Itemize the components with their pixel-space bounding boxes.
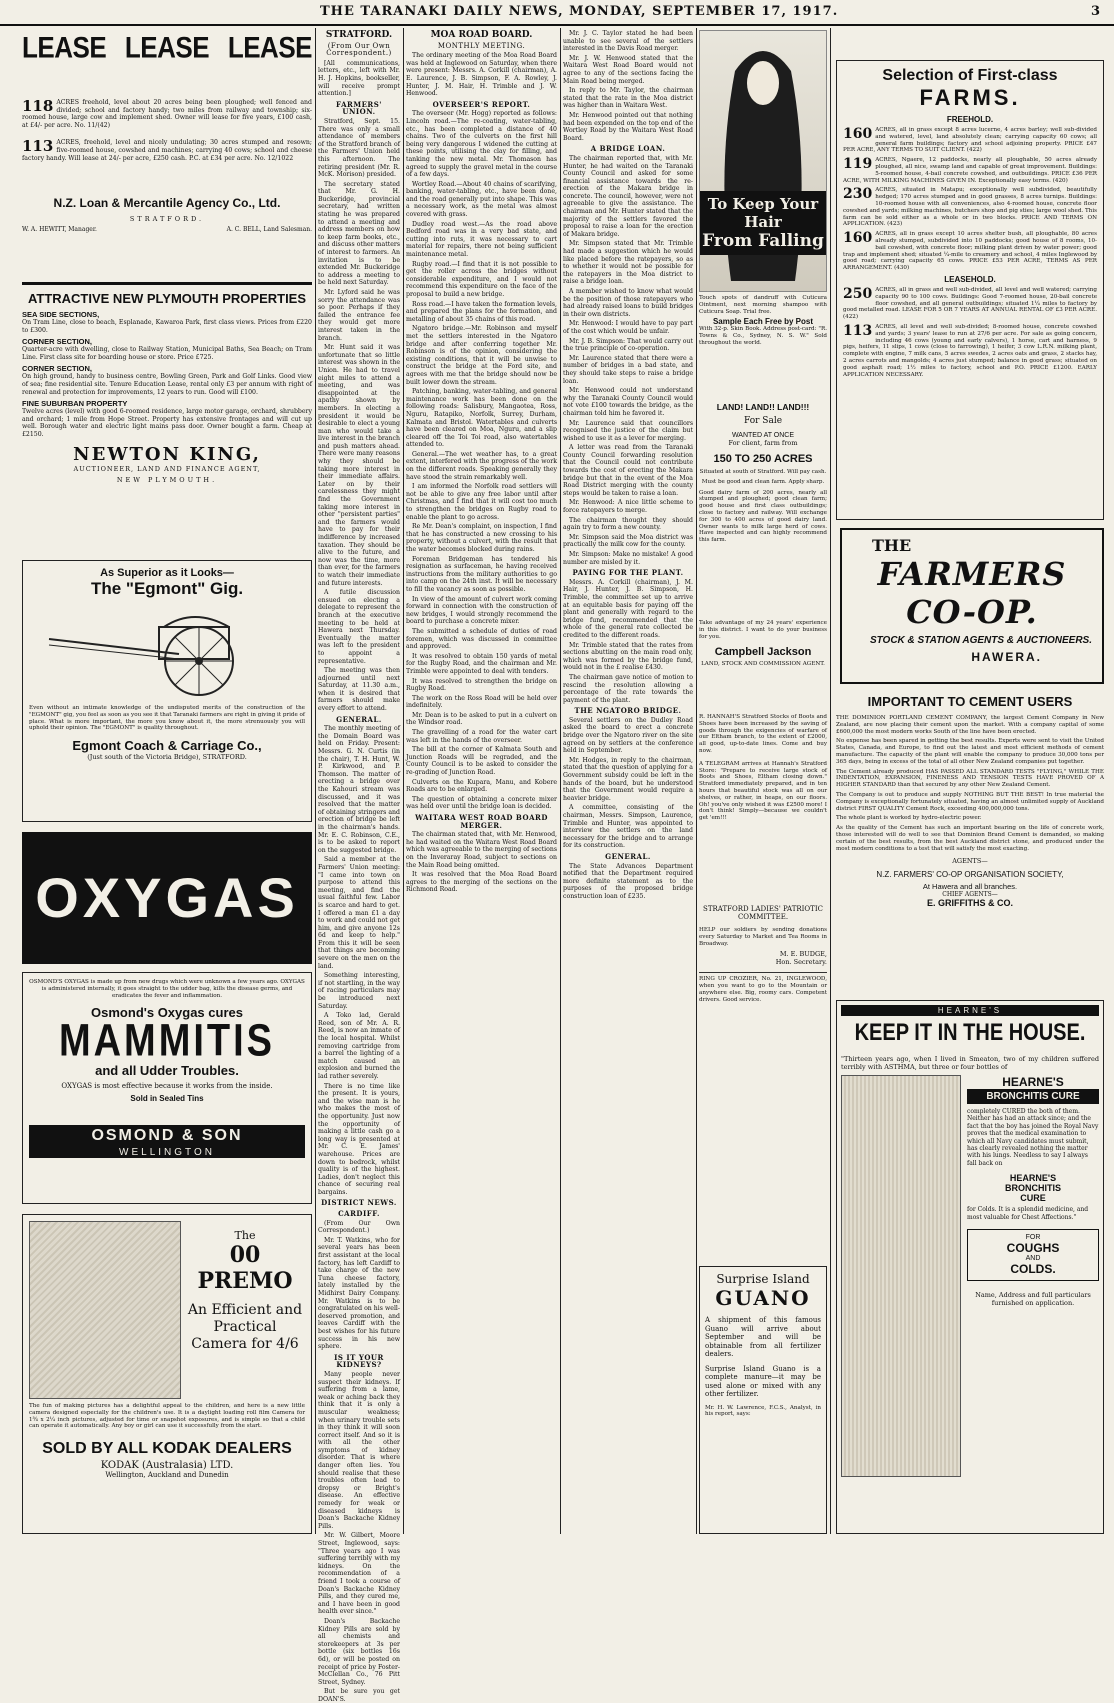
article-paragraph: Mr. W. Gilbert, Moore Street, Inglewood, says: "Three years ago I was suffering terribly with my kidneys. On the recommendation of a friend I took a course of Doan's Backache Kidney Pills, and they cured me, and I have been in good health ever since." — [318, 1532, 400, 1616]
article-paragraph: Ngatoro bridge.—Mr. Robinson and myself met the settlers interested in the Ngatoro bridge and after conferring together Mr. Robinson is of the opinion, considering the existing conditions, that it will be unwise to construct the bridge at the Ford site, and agrees with me that the bridge should now be built lower down the stream. — [406, 325, 557, 386]
hearne-bc-3: CURE — [1020, 1193, 1046, 1204]
lease-item — [22, 99, 312, 129]
article-paragraph: A committee, consisting of the chairman, Messrs. Simpson, Laurence, Trimble and Hunter, was appointed to interview the settlers on the land necessary for the bridge and to arrange for its construction. — [563, 804, 693, 850]
lease-item-text: ACRES freehold, level about 20 acres being been ploughed; well fenced and divided; school and factory handy; two miles from railway and township; six-roomed house, large cow and implement shed. Owner will lease for five years, £100 cash, at £4/- per acre. No. 11/(42) — [22, 99, 312, 129]
farm-acres-number: 119 — [843, 156, 873, 173]
property-section — [22, 310, 312, 334]
land-situation: Situated at south of Stratford. Will pay cash. — [699, 469, 827, 475]
article-paragraph: It was resolved that the Moa Road Board agrees to the merging of the sections on the Richmond Road. — [406, 871, 557, 894]
column-rule — [403, 28, 404, 1534]
property-section — [22, 364, 312, 396]
article-paragraph: Patching, banking, water-tabling, and general maintenance work has been done on the following roads: Salisbury, Mangaotea, Ross, Nguru, Ratapiko, Norfolk, Surrey, Durham, Kalmata and Bristol. Watertables and culverts have been cleared on Moa, Nguru, and a slip cleared off the Toi Toi road, also watertables attended to. — [406, 388, 557, 449]
article-paragraph: [All communications, letters, etc., left with Mr. H. J. Hopkins, bookseller, will receive prompt attention.] — [318, 59, 400, 98]
land-advert — [699, 402, 827, 612]
article-paragraph: A Toko lad, Gerald Reed, son of Mr. A. R. Reed, is now an inmate of the local hospital. Whilst removing cartridge from a barrel the lighting of a match caused an explosion and burned the lad rather severely. — [318, 1012, 400, 1080]
article-paragraph: Mr. Laurence said that councillors recognised the justice of the claim but wished to use it as a lever for merging. — [563, 419, 693, 442]
hearne-keep: KEEP IT IN THE HOUSE. — [854, 1019, 1086, 1047]
guano-analyst: Mr. H. W. Lawrence, F.C.S., Analyst, in his report, says: — [705, 1404, 821, 1418]
gig-maker: Egmont Coach & Carriage Co., — [72, 738, 262, 754]
land-acres: 150 TO 250 ACRES — [713, 453, 813, 465]
kodak-advert — [22, 1214, 312, 1534]
article-paragraph: Several settlers on the Dudley Road asked the board to erect a concrete bridge over the Ngatoro river on the site agreed on by settlers at the conference held in September. — [563, 716, 693, 755]
oxygas-advert — [22, 972, 312, 1204]
column-rule — [830, 28, 831, 1534]
section-heading: GENERAL. — [336, 714, 382, 724]
coop-sub: STOCK & STATION AGENTS & AUCTIONEERS. — [869, 635, 1092, 646]
article-paragraph: Mr. Henwood pointed out that nothing had been expended on the top end of the Wortley Road by the Waitara West Road Board. — [563, 111, 693, 142]
hearne-colds: COLDS. — [1010, 1262, 1056, 1277]
kodak-name: 00 PREMO — [197, 1242, 293, 1294]
hair-illustration — [699, 30, 827, 292]
hearne-body: completely CURED the both of them. Neither has had an attack since; and the fact that the boy has joined the Royal Navy proves that the medical examination to which all Navy candidates must submit, has clearly revealed nothing the matter with his lungs. Needless to say I always fall back on — [967, 1108, 1099, 1167]
moa-column — [406, 30, 557, 1534]
cement-p5: The whole plant is worked by hydro-electric power. — [836, 815, 982, 822]
kodak-tag: An Efficient and Practical Camera for 4/6 — [187, 1302, 303, 1352]
article-paragraph: Foreman Bridgeman has tendered his resignation as surfaceman, he having received instructions from the military authorities to go into camp on the 24th inst. It will be necessary to fill the vacancy as soon as possible. — [406, 555, 557, 593]
column-rule — [315, 28, 316, 1534]
egmont-gig-advert — [22, 560, 312, 822]
lease-company: N.Z. Loan & Mercantile Agency Co., Ltd. — [53, 196, 281, 211]
article-paragraph: Culverts on the Kupara, Manu, and Kobere Roads are to be enlarged. — [406, 778, 557, 794]
gig-maker-sub: (Just south of the Victoria Bridge), STRATFORD. — [87, 753, 247, 762]
hannah-advert — [699, 714, 827, 900]
article-paragraph: The submitted a schedule of duties of road foremen, which was discussed in committee and approved. — [406, 627, 557, 651]
guano-name: GUANO — [715, 1286, 811, 1310]
cuticura-advert — [699, 30, 827, 398]
hearne-brand: HEARNE'S — [841, 1005, 1099, 1016]
gig-line1: As Superior as it Looks— — [100, 567, 234, 579]
section-heading: WAITARA WEST ROAD BOARD MERGER. — [415, 813, 548, 830]
article-paragraph: Doan's Backache Kidney Pills are sold by all chemists and storekeepers at 3s per bottle (six bottles 16s 6d), or will be posted on receipt of price by Foster-McClellan Co., 76 Pitt Street, Sydney. — [318, 1617, 400, 1686]
oxygas-city: WELLINGTON — [29, 1147, 305, 1158]
cement-at: At Hawera and all branches. — [922, 882, 1018, 892]
ladies-committee-notice — [699, 905, 827, 1055]
oxygas-and: and all Udder Troubles. — [95, 1063, 239, 1079]
coop-the: THE — [872, 536, 912, 555]
hair-address: With 32-p. Skin Book. Address post-card: "R. Towns & Co., Sydney, N. S. W." Sold throughout the world. — [699, 326, 827, 346]
farm-acres-number: 113 — [843, 322, 873, 339]
article-paragraph: In view of the amount of culvert work coming forward in connection with the construction of new bridges, I would strongly recommend the board to purchase a concrete mixer. — [406, 595, 557, 626]
article-paragraph: Mr. J. C. Taylor stated he had been unable to see several of the settlers interested in the Davis Road merger. — [563, 30, 693, 53]
oxygas-cures: Osmond's Oxygas cures — [91, 1005, 243, 1021]
column-rule — [560, 28, 561, 1534]
cement-griffiths: E. GRIFFITHS & CO. — [926, 898, 1013, 909]
hearne-bc-1: HEARNE'S — [1009, 1173, 1057, 1184]
kodak-company: KODAK (Australasia) LTD. — [100, 1460, 234, 1472]
article-paragraph: Mr. Lyford said he was sorry the attendance was so poor. Perhaps if they failed the entrance fee they would get more interest taken in the branch. — [318, 289, 400, 342]
properties-advert — [22, 282, 312, 552]
knight-illustration — [841, 1075, 961, 1477]
section-heading: GENERAL. — [605, 851, 651, 861]
hair-sample: Sample Each Free by Post — [712, 317, 814, 327]
article-paragraph: The question of obtaining a concrete mixer was held over until the bridge loan is decided. — [406, 795, 557, 811]
farms-title-2: FARMS. — [919, 85, 1021, 110]
gig-line2: The "Egmont" Gig. — [90, 579, 244, 598]
article-paragraph: Rugby road.—I find that it is not possible to get the roller across the bridges without considerable expenditure, and I would not recommend this expenditure on the face of the proposal to build a new bridge. — [406, 260, 557, 298]
jackson-advert — [699, 620, 827, 710]
hearne-bc-2: BRONCHITIS — [1005, 1183, 1061, 1194]
article-paragraph: Mr. Simpson stated that Mr. Trimble had made a suggestion which he would like placed before the ratepayers, so as to whether it would not be possible for the ratepayers in the Moa district to raise a bridge loan. — [563, 240, 693, 286]
article-paragraph: Stratford, Sept. 15. There was only a small attendance of members of the Stratford branch of the Farmers' Union held this afternoon. The retiring president (Mr. R. McK. Morison) presided. — [318, 117, 400, 179]
hearne-coughs: COUGHS — [1006, 1241, 1060, 1256]
freehold-list — [843, 127, 1097, 272]
lease-item — [22, 139, 312, 162]
lease-word: LEASE — [22, 30, 107, 65]
article-paragraph: But be sure you get DOAN'S. — [318, 1688, 400, 1703]
farm-description: ACRES, Ngaere, 12 paddocks, nearly all ploughable, 50 acres already ploughed, all nice, swamp land and capable of great improvement. Buildings: 5-roomed house, 4-bail concrete cowshed, and outbuildings. PRICE £36 PER ACRE, WITH MILKING MACHINES GIVEN IN. Exceptionally easy terms. (420) — [843, 157, 1097, 184]
lease-advert — [22, 30, 312, 260]
masthead — [0, 0, 1114, 26]
farm-acres-number: 230 — [843, 186, 873, 203]
agent-sub: AUCTIONEER, LAND AND FINANCE AGENT, — [73, 464, 261, 473]
article-paragraph: Something interesting, if not startling, in the way of racing particulars may be introduced next Saturday. — [318, 972, 400, 1010]
section-heading: IS IT YOUR KIDNEYS? — [334, 1352, 384, 1370]
property-section — [22, 399, 312, 438]
article-paragraph: The chairman gave notice of motion to rescind the resolution allowing a percentage of the rate towards the payment of the plant. — [563, 673, 693, 704]
page-number: 3 — [1090, 4, 1100, 19]
farm-listing — [843, 287, 1097, 321]
property-text: Twelve acres (level) with good 6-roomed residence, large motor garage, orchard, shrubbery and orchard; 1 mile from Hope Street. Property has extensive frontages and will cut up well. Borough water and electric light mains pass door. Owner bought a farm. Cheap at £2150. — [22, 408, 312, 438]
guano-body-2: Surprise Island Guano is a complete manure—it may be used alone or mixed with any other fertilizer. — [705, 1364, 821, 1398]
article-paragraph: Mr. Trimble stated that the rates from sections abutting on the main road only, which was formed by the bridge fund, would not in the £ realise £430. — [563, 641, 693, 672]
agent-town: NEW PLYMOUTH. — [116, 475, 218, 484]
article-paragraph: The overseer (Mr. Hogg) reported as follows: Lincoln road.—The re-coating, water-tabling, etc., has been completed a distance of 40 chains. Two of the culverts on the first hill being very dangerous I widened the cutting at these points, utilising the clay for filling, and tanking the new metal. Mr. Thomason has agreed to supply the gravel metal in the course of a few days. — [406, 110, 557, 179]
kodak-body: The fun of making pictures has a delightful appeal to the children, and here is a new little camera designed especially for the children's use. It is a daylight loading roll film Camera for 1¾ x 2¼ inch pictures, adjusted for time or snapshot exposures, and is simple so that a child can operate it automatically. Any boy or girl can use it successfully from the start. — [29, 1403, 305, 1430]
ladies-head: STRATFORD LADIES' PATRIOTIC COMMITTEE. — [703, 905, 823, 921]
land-client: For client, farm from — [728, 439, 798, 447]
article-paragraph: Messrs. A. Corkill (chairman), J. M. Hair, J. Hunter, J. B. Simpson, H. Trimble, the committee set up to arrive at an equitable basis for paying off the plant and generally with regard to the bridge fund, recommended that the whole of the general rate collected be credited to the different roads. — [563, 578, 693, 639]
section-heading: PAYING FOR THE PLANT. — [572, 568, 684, 578]
moa2-body — [563, 30, 693, 901]
moa-continued-column — [563, 30, 693, 1534]
farm-description: ACRES, all level and well sub-divided; 8-roomed house, concrete cowshed and yards; 3 years' lease to run at 27/6 per acre. For sale as going concern, including 46 cows (young and early calvers), 1 horse, cart and harness, 9 pigs, heifers, 11 slips, 1 cows (close to farrowing), 1 heifer, 3 cow L.R.N. milking plant, complete with engine, 7 milk cans, 5 acres swedes, 2 acres oats and grass, 2 stacks hay, 2 acres carrots and mangolds; 4 acres just stumped; balance in good grass; situated on good asphalt road; 1½ miles to factory, school and P.O. PRICE £1200. EARLY APPLICATION NECESSARY. — [843, 323, 1097, 378]
guano-body: A shipment of this famous Guano will arrive about September and will be obtainable from all fertilizer dealers. — [705, 1316, 821, 1358]
cement-p3: The Cement already produced HAS PASSED ALL STANDARD TESTS "FLYING," WHILE THE INDENTATION, EXPANSION, FINENESS AND TENSION TESTS HAVE PROVED OF A HIGHER STANDARD than that secured by any other New Zealand Cement. — [836, 768, 1104, 789]
farm-listing — [843, 157, 1097, 184]
article-paragraph: Mr. J. B. Simpson: That would carry out the true principle of co-operation. — [563, 337, 693, 353]
land-head: LAND! LAND!! LAND!!! — [716, 402, 810, 412]
article-paragraph: Said a member at the Farmers' Union meeting: "I came into town on purpose to attend this meeting, and find the usual faithful few. Labor is scarce and hard to get. I offered a man £1 a day to work and could not get him, and give anyone 12s 6d and keep to help." From this it will be seen that things are becoming severe on the men on the land. — [318, 856, 400, 970]
oxygas-note: OXYGAS is most effective because it works from the inside. — [61, 1082, 273, 1091]
lease-salesman: A. C. BELL, Land Salesman. — [226, 226, 312, 234]
ladies-sign: M. E. BUDGE, — [779, 950, 827, 959]
oxygas-banner — [22, 832, 312, 964]
lease-manager: W. A. HEWITT, Manager. — [22, 226, 97, 234]
agent-name: NEWTON KING, — [73, 443, 261, 465]
lease-word: LEASE — [124, 30, 210, 65]
article-paragraph: Mr. Simpson: Make no mistake! A good number are misled by it. — [563, 551, 693, 566]
hearne-cure-2: BRONCHITIS CURE — [967, 1089, 1099, 1104]
stratford-heading: STRATFORD. — [325, 30, 393, 40]
column-rule — [696, 28, 697, 1534]
stratford-body — [318, 60, 400, 1703]
newspaper-title: THE TARANAKI DAILY NEWS, MONDAY, SEPTEMBER 17, 1917. — [320, 4, 839, 19]
article-paragraph: Mr. Henwood: I would have to pay part of the cost which would be unfair. — [563, 320, 693, 335]
article-paragraph: Mr. J. W. Henwood stated that the Waitara West Road Board would not agree to any of the sections facing the Main Road being merged. — [563, 54, 693, 85]
leasehold-label: LEASEHOLD. — [944, 274, 996, 284]
lease-town: STRATFORD. — [129, 215, 205, 224]
property-head: CORNER SECTION, — [22, 364, 93, 374]
cement-p6: As the quality of the Cement has such an important bearing on the life of concrete work, those interested will do well to see that Dominion Brand Cement is demanded, so making certain of the best results, from the best Auckland district stone, and produced under the most modern conditions to a test that will satisfy the most exacting. — [836, 825, 1104, 852]
properties-title: ATTRACTIVE NEW PLYMOUTH PROPERTIES — [22, 282, 312, 306]
oxygas-brand: OXYGAS — [22, 832, 312, 964]
gig-body: Even without an intimate knowledge of the undisputed merits of the construction of the "EGMONT" gig, you feel as soon as you see it that Taranaki farmers are right in giving it pride of place. What is more important, the more you know about it, the more strenuously you will uphold their opinion. The "EGMONT" is quality throughout. — [29, 705, 305, 732]
article-paragraph: It was resolved to obtain 150 yards of metal for the Rugby Road, and the chairman and Mr. Trimble were appointed to deal with tenders. — [406, 652, 557, 675]
section-heading: OVERSEER'S REPORT. — [432, 99, 531, 109]
article-paragraph: The State Advances Department notified that the Department required more definite statement as to the purposes of the proposed bridge construction loan of £235. — [563, 862, 693, 900]
farm-acres-number: 160 — [843, 126, 873, 142]
article-paragraph: Mr. Laurence stated that there were a number of bridges in a bad state, and they should take steps to raise a bridge loan. — [563, 354, 693, 385]
cement-p2: No expense has been spared in getting the best results. Experts were sent to visit the United States, Canada, and Europe, to find out the latest and most efficient methods of cement manufacture. The capacity of the plant will enable the company to produce 30,000 tons per 365 days, being in excess of the total of all other New Zealand companies put together. — [836, 738, 1104, 765]
article-paragraph: The ordinary meeting of the Moa Road Board was held at Inglewood on Saturday, when there were present: Messrs. A. Corkill (chairman), A. E. Laurence, J. B. Simpson, F. A. Rowley, J. Hunter, J. M. Hair, H. Trimble and J. W. Henwood. — [406, 52, 557, 98]
cement-advert — [836, 694, 1104, 994]
jackson-adv: Take advantage of my 24 years' experience in this district. I want to do your business for you. — [699, 620, 827, 640]
farm-acres-number: 160 — [843, 230, 873, 247]
oxygas-disease: MAMMITIS — [58, 1016, 276, 1067]
article-paragraph: It was resolved to strengthen the bridge on Rugby Road. — [406, 677, 557, 693]
property-text: On high ground, handy to business centre, Bowling Green, Park and Golf Links. Good view of sea; fine residential site. Tenure Education Lease, rental only £3 per annum with right of renewal and protection for improvements, 12 years to run. Good will £100. — [22, 373, 312, 396]
article-paragraph: There is no time like the present. It is yours, and the wise man is he who makes the most of the opportunity. Just now the opportunity of making a little cash go a long way is presented at Mr. C. E. James' warehouse. Prices are down to bedrock, whilst quality is of the highest. Ladies, don't neglect this chance of securing real bargains. — [318, 1082, 400, 1196]
cement-p4: The Company is out to produce and supply NOTHING BUT THE BEST! In true material the Company is exceptionally fortunately situated, having an almost unlimited supply of Auckland district FIRST QUALITY Cement Rock, exceeding 400,000,000 tons. — [836, 791, 1104, 812]
oxygas-intro: OSMOND'S OXYGAS is made up from new drugs which were unknown a few years ago. OXYGAS is administered internally, it goes straight to the udder bag, kills the disease germs, and eradicates the fever and inflammation. — [29, 979, 305, 999]
article-paragraph: The gravelling of a road for the water cart was left in the hands of the overseer. — [406, 729, 557, 744]
hearne-cure-1: HEARNE'S — [1002, 1075, 1064, 1089]
gig-illustration — [29, 599, 299, 699]
hannah-p1: R. HANNAH'S Stratford Stocks of Boots and Shoes have been increased by the saving of goods through the exigencies of warfare of our Eltham branch, to the extent of £2000, all good, up-to-date lines. Come and buy now. — [699, 714, 827, 754]
hearne-advert — [836, 1000, 1104, 1534]
farms-title-1: Selection of First-class — [882, 67, 1058, 84]
property-head: CORNER SECTION, — [22, 337, 93, 347]
coop-name: FARMERS CO-OP. — [877, 555, 1067, 631]
article-paragraph: The meeting was then adjourned until next Saturday, at 11.30 a.m., when it is desired that farmers should make every effort to attend. — [318, 667, 400, 713]
property-text: On Tram Line, close to beach, Esplanade, Kawaroa Park, first class views. Prices from £220 to £300. — [22, 319, 312, 334]
article-paragraph: Ross road.—I have taken the formation levels, and prepared the plans for the formation, and metalling of about 35 chains of this road. — [406, 300, 557, 323]
lease-header — [22, 30, 312, 66]
article-paragraph: I am informed the Norfolk road settlers will not be able to give any free labor until after Christmas, and I find that it will cost too much to strengthen the bridges on Rugby road to enable the plant to go across. — [406, 483, 557, 521]
freehold-label: FREEHOLD. — [946, 115, 994, 124]
farms-advert — [836, 60, 1104, 520]
hair-body: Touch spots of dandruff with Cuticura Ointment, next morning shampoo with Cuticura Soap. Trial free. — [699, 295, 827, 315]
article-paragraph: Mr. T. Watkins, who for several years has been first assistant at the local factory, has left Cardiff to take charge of the new Tuna cheese factory, lately installed by the Midhirst Dairy Company. Mr. Watkins is to be congratulated on his well-deserved promotion, and leaves Cardiff with the best wishes for his future success in his new sphere. — [318, 1236, 400, 1351]
property-section — [22, 337, 312, 361]
ladies-body: HELP our soldiers by sending donations every Saturday to Market and Tea Rooms in Broadway. — [699, 927, 827, 947]
article-paragraph: Re Mr. Dean's complaint, on inspection, I find that he has constructed a new crossing to his property, without a culvert, with the result that the water becomes blocked during rains. — [406, 523, 557, 553]
kodak-cities: Wellington, Auckland and Dunedin — [105, 1471, 229, 1480]
lease-word: LEASE — [227, 30, 312, 65]
section-heading: THE NGATORO BRIDGE. — [574, 706, 682, 716]
jackson-sub: LAND, STOCK AND COMMISSION AGENT. — [701, 661, 825, 668]
hearne-name: Name, Address and full particulars furnished on application. — [975, 1291, 1091, 1308]
land-sale: For Sale — [743, 416, 783, 426]
farm-listing — [843, 324, 1097, 378]
lease-item-number: 118 — [22, 97, 54, 115]
oxygas-maker: OSMOND & SON — [29, 1125, 305, 1147]
farm-description: ACRES, all in grass and well sub-divided, all level and well watered; carrying capacity 90 to 100 cows. Buildings: Good 7-roomed house, 20-bail concrete floor cowshed, and all general outbuildings; situated 1¼ miles to factory by good metalled road. LEASE FOR 5 OR 7 YEARS AT ANNUAL RENTAL OF £3 PER ACRE. (422) — [843, 286, 1097, 321]
hearne-and: AND — [1025, 1255, 1041, 1263]
kodak-sold: SOLD BY ALL KODAK DEALERS — [42, 1440, 292, 1458]
section-heading: A BRIDGE LOAN. — [590, 144, 666, 154]
article-paragraph: The secretary stated that Mr. G. H. Buckeridge, provincial secretary, had written stating he was prepared to attend a meeting and address members on how to keep farm books, etc., and discuss other matters of interest to farmers. An invitation is to be extended Mr. Buckeridge to address a meeting to be held next Saturday. — [318, 180, 400, 287]
hannah-p2: A TELEGRAM arrives at Hannah's Stratford Store: "Prepare to receive large stock of Boots and Shoes, Eltham closing down." Stratford immediately prepared, and in ten hours that beautiful stock was all on our shelves, or rather, in heaps, on our floors. Oh! you've only wished it was £2500 more! I don't think! Simply—because we couldn't get 'em!!! — [699, 760, 827, 822]
article-paragraph: The monthly meeting of the Domain Board was held on Friday. Present: Messrs. G. N. Curtis (in the chair), T. H. Hunt, W. P. Kirkwood, and P. Thomson. The matter of erecting a bridge over the Kahouri stream was discussed, and it was resolved that the matter of obtaining stringers and erection of bridge be left in the chairman's hands. Mr. E. C. Robinson, C.E., is to be asked to report on the suggested bridge. — [318, 725, 400, 854]
section-heading: FARMERS' UNION. — [336, 99, 382, 117]
lease-item-text: ACRES, freehold, level and nicely undulating; 30 acres stumped and resown; five-roomed house, cowshed and machines; carrying 40 cows; school and cheese factory handy. Will lease at 24/- per acre, £250 cash. P.C. at £34 per acre. No. 12/1022 — [22, 139, 312, 162]
crozier-notice: RING UP CROZIER, No. 21, INGLEWOOD, when you want to go to the Mountain or anywhere else. Big, roomy cars. Competent drivers. Good service. — [699, 972, 827, 1003]
article-paragraph: The chairman stated that, with Mr. Henwood, he had waited on the Waitara West Road Board which was agreeable to the merging of sections on the Inveraray Road, subject to sections on the Main Road being omitted. — [406, 831, 557, 869]
article-paragraph: Mr. Dean is to be asked to put in a culvert on the Windsor road. — [406, 711, 557, 727]
hearne-for: for Colds. It is a splendid medicine, and most valuable for Chest Affections." — [967, 1206, 1089, 1221]
article-paragraph: The work on the Ross Road will be held over indefinitely. — [406, 694, 557, 710]
article-paragraph: (From Our Own Correspondent.) — [318, 1219, 400, 1235]
farm-listing — [843, 187, 1097, 228]
article-paragraph: Mr. Hunt said it was unfortunate that so little interest was shown in the Union. He had to travel eight miles to attend a meeting, and was disappointed at the apathy shown by members. In electing a president it would be desirable to elect a young man who would take a live interest in the branch and push matters ahead. There were many reasons why they should be taking more interest in their immediate affairs. Later on by their carelessness they might find the Government taking more interest in other "persistent parties" and the farmers would have to pay for their indifference by increased taxation. They should be alive to the future, and now was the time, more than ever, for the farmers to watch their immediate and future interests. — [318, 344, 400, 587]
stratford-subheading: (From Our Own Correspondent.) — [326, 41, 392, 58]
cement-chief: CHIEF AGENTS— — [942, 891, 998, 899]
coop-town: HAWERA. — [971, 650, 1042, 664]
farm-listing — [843, 231, 1097, 272]
article-paragraph: A futile discussion ensued on electing a delegate to represent the branch at the executive meeting to be held at Hawera next Thursday. Eventually the matter was left to the president to appoint a representative. — [318, 589, 400, 665]
article-paragraph: A member wished to know what would be the position of those ratepayers who had already raised loans to build bridges in their own districts. — [563, 288, 693, 318]
moa-body — [406, 52, 557, 894]
article-paragraph: Mr. Henwood could not understand why the Taranaki County Council would not vote £100 towards the bridge, as the chairman told him he favored it. — [563, 387, 693, 417]
property-head: FINE SUBURBAN PROPERTY — [22, 399, 128, 409]
article-paragraph: The chairman thought they should again try to form a new county. — [563, 516, 693, 532]
farm-description: ACRES, all in grass except 8 acres lucerne, 4 acres barley; well sub-divided and watered, level, land absolutely clean; carrying capacity 60 cows; all general farm buildings; factory and school adjoining property. PRICE £47 PER ACRE, ANY TERMS TO SUIT CLIENT. (422) — [843, 127, 1097, 154]
article-paragraph: In reply to Mr. Taylor, the chairman stated that the rate in the Moa district was higher than in Waitara West. — [563, 87, 693, 110]
hearne-quote: "Thirteen years ago, when I lived in Smeaton, two of my children suffered terribly with ASTHMA, but three or four bottles of — [841, 1055, 1099, 1071]
article-paragraph: Many people never suspect their kidneys. If suffering from a lame, weak or aching back they think that it is only a muscular weakness; when urinary trouble sets in they think it will soon correct itself. And so it is with all the other symptoms of kidney disorder. That is where danger often lies. You should realise that these troubles often lead to dropsy or Bright's disease. An effective remedy for weak or diseased kidneys is Doan's Backache Kidney Pills. — [318, 1370, 400, 1530]
land-must: Must be good and clean farm. Apply sharp. — [701, 478, 825, 485]
farm-acres-number: 250 — [843, 285, 873, 302]
cement-p1: THE DOMINION PORTLAND CEMENT COMPANY, the largest Cement Company in New Zealand, are now placing their cement upon the market. With a company capital of some £600,000 the most modern works South of the line have been erected. — [836, 715, 1104, 735]
guano-head: Surprise Island — [716, 1272, 810, 1286]
cement-title: IMPORTANT TO CEMENT USERS — [867, 694, 1073, 709]
lease-item-number: 113 — [22, 137, 54, 156]
land-wanted: WANTED AT ONCE — [731, 432, 795, 439]
farmers-coop-advert — [840, 528, 1104, 684]
hearne-for-2: FOR — [1025, 1234, 1041, 1242]
farm-description: ACRES, situated in Matapu; exceptionally well subdivided, beautifully hedged; 170 acres stumped and in good grasses, 8 acres turnips. Buildings: 10-roomed house with all conveniences, also 4-roomed house, concrete floor cowshed and yards; milking machines, butchers shop and pig sties; large wool shed. This farm can be sold either as a whole or in two blocks. PRICE AND TERMS ON APPLICATION. (423) — [843, 187, 1097, 228]
article-paragraph: General.—The wet weather has, to a great extent, interfered with the progress of the work on the different roads. Speaking generally they have stood the strain remarkably well. — [406, 450, 557, 481]
oxygas-tins: Sold in Sealed Tins — [130, 1094, 204, 1104]
article-paragraph: The bill at the corner of Kalmata South and Junction Roads will be regraded, and the County Council is to be asked to consider the re-grading of Junction Road. — [406, 746, 557, 777]
section-heading: CARDIFF. — [338, 1209, 380, 1219]
article-paragraph: Mr. Henwood: A nice little scheme to force ratepayers to merge. — [563, 499, 693, 515]
article-paragraph: A letter was read from the Taranaki County Council forwarding resolution that the Council could not contribute towards the cost of erecting the Makara bridge but that in the event of the Moa Road District merging with the county steps would be taken to raise a loan. — [563, 444, 693, 497]
hair-title-2: From Falling — [702, 231, 824, 251]
hair-title-1: To Keep Your Hair — [707, 195, 819, 231]
farm-listing — [843, 127, 1097, 154]
article-paragraph: Wortley Road.—About 40 chains of scarifying, banking, water-tabling, etc., have been done, and the road generally put into shape. This was a necessary work, as the metal was almost covered with grass. — [406, 180, 557, 219]
article-paragraph: The chairman reported that, with Mr. Hunter, he had waited on the Taranaki County Council and asked for some financial assistance towards the re-erection of the Makara bridge in concrete. The council, however, were not agreeable to give the assistance. The chairman and Mr. Hunter stated that the majority of the settlers favored the proposal to raise a loan for the erection of Makara bridge. — [563, 154, 693, 238]
article-paragraph: Dudley road west.—As the road above Bedford road was in a very bad state, and cutting into ruts, it was necessary to cart material for repairs, there not being sufficient maintenance metal. — [406, 220, 557, 259]
jackson-name: Campbell Jackson — [714, 646, 812, 659]
kodak-the: The — [234, 1229, 256, 1242]
article-paragraph: Mr. Simpson said the Moa district was practically the milk cow for the county. — [563, 533, 693, 549]
camera-illustration — [29, 1221, 181, 1399]
land-text: Good dairy farm of 200 acres, nearly all stumped and ploughed; good clean farm; good house and first class outbuildings; close to factory and railway. Will exchange for 300 to 400 acres of good dairy land. Owner wants to milk large herd of cows. Have inspected and can highly recommend this farm. — [699, 489, 827, 544]
cement-society: N.Z. FARMERS' CO-OP ORGANISATION SOCIETY, — [876, 870, 1064, 880]
property-head: SEA SIDE SECTIONS, — [22, 310, 100, 319]
moa-subheading: MONTHLY MEETING. — [437, 41, 526, 50]
moa-heading: MOA ROAD BOARD. — [430, 30, 533, 40]
guano-advert — [699, 1266, 827, 1534]
farm-description: ACRES, all in grass except 10 acres shelter bush, all ploughable, 80 acres already stumped, subdivided into 10 paddocks; good house of 8 rooms, 10-bail cowshed, with concrete floor; milking plant driven by water power; good trap and implement shed; situated ¼-mile to creamery and school, 4 miles Inglewood by good road; carrying capacity 65 cows. PRICE £53 PER ACRE, TERMS AS PER ARRANGEMENT. (430) — [843, 231, 1097, 272]
ladies-role: Hon. Secretary. — [775, 958, 827, 967]
property-text: Quarter-acre with dwelling, close to Railway Station, Municipal Baths, Sea Beach; on Tram Line. First class site for boarding house or store. Price £725. — [22, 346, 312, 361]
leasehold-list — [843, 287, 1097, 378]
stratford-column — [318, 30, 400, 1703]
article-paragraph: Mr. Hodges, in reply to the chairman, stated that the question of applying for a Government subsidy could be left in the hands of the board, but he understood that the Government would require a heavier bridge. — [563, 756, 693, 802]
section-heading: DISTRICT NEWS. — [321, 1198, 397, 1208]
cement-agents: AGENTS— — [952, 857, 988, 866]
